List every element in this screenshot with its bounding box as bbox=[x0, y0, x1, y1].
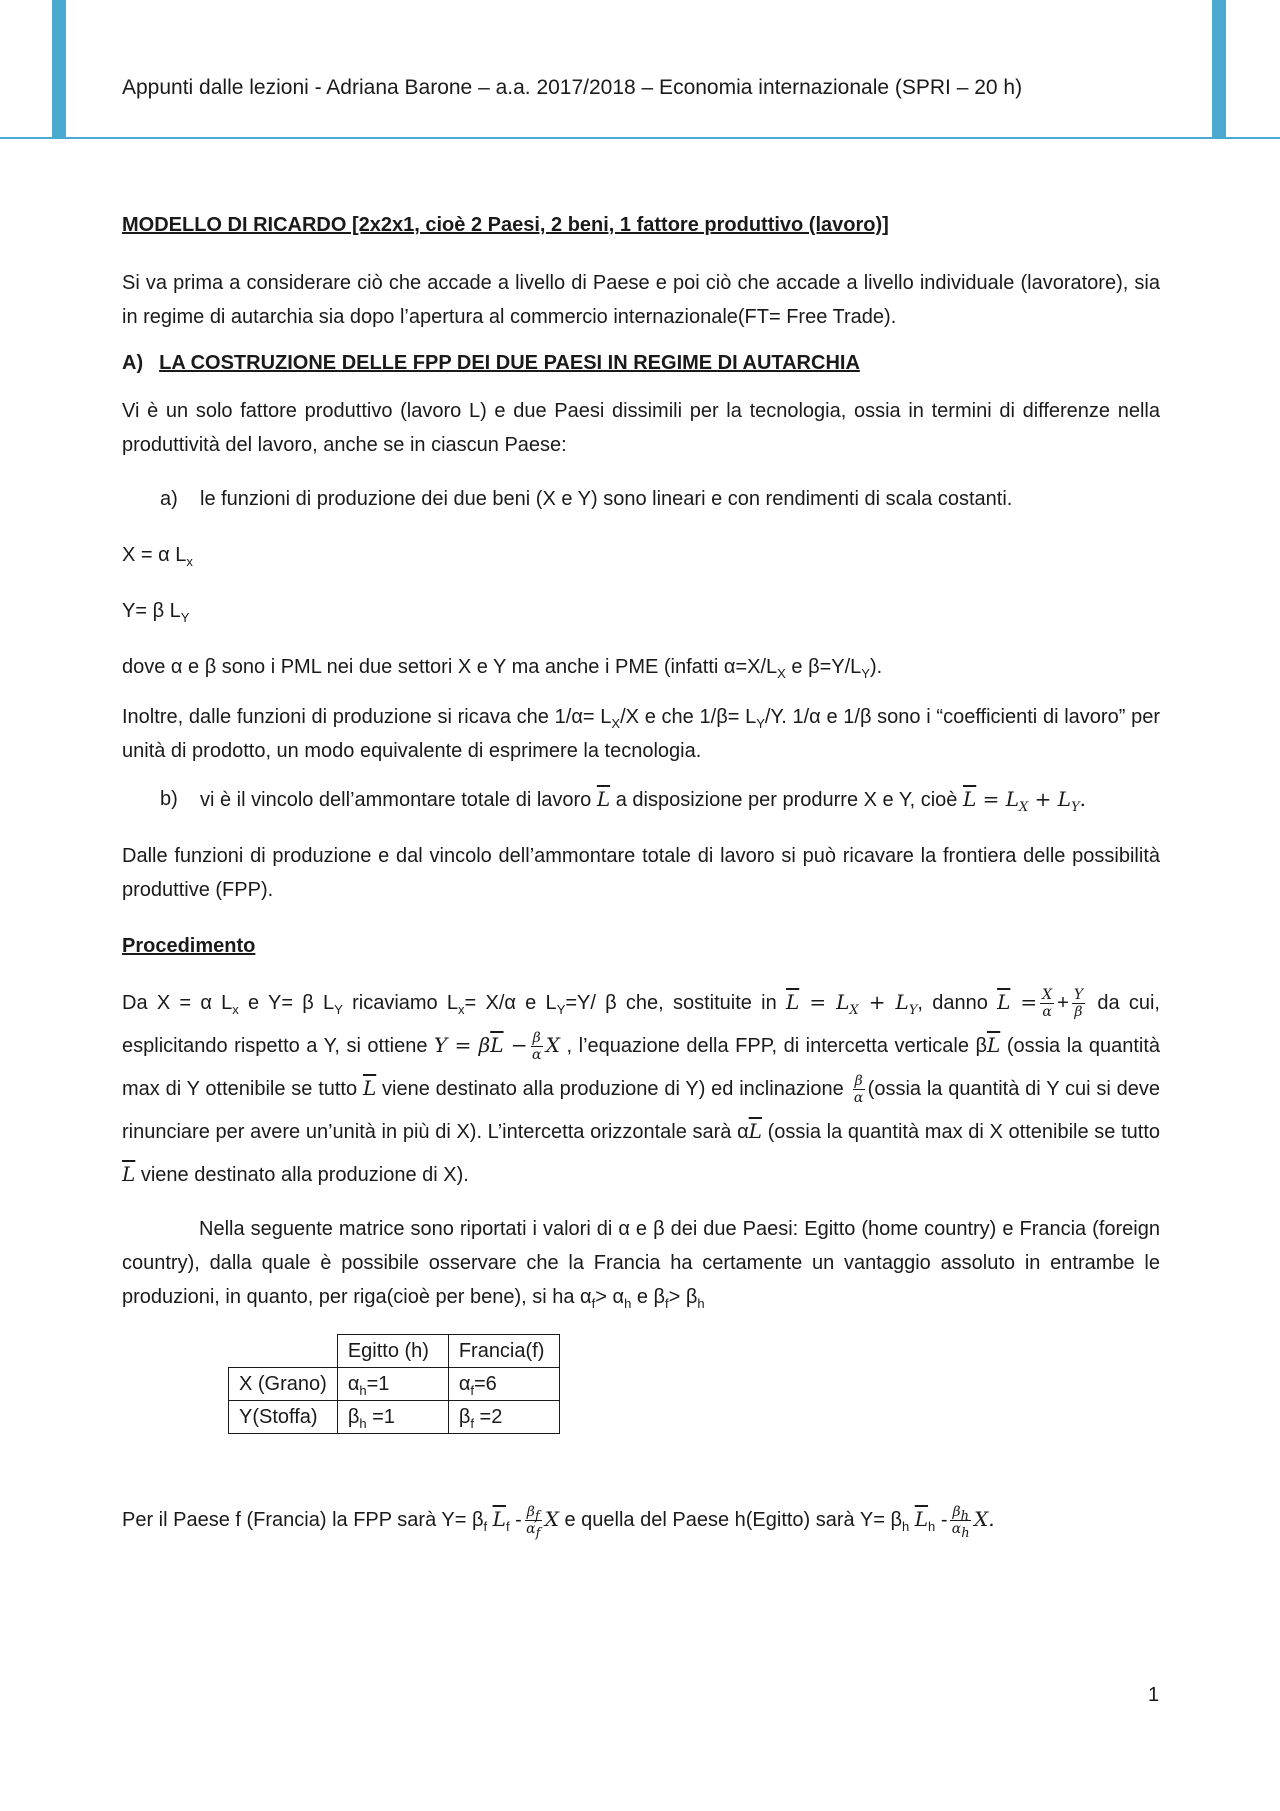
proc-text-9: , l’equazione della FPP, di intercetta verticale β bbox=[566, 1035, 987, 1057]
proc-text-7: da cui, bbox=[1097, 992, 1160, 1014]
intro-paragraph: Si va prima a considerare ciò che accade a livello di Paese e poi ciò che accade a livello individuale (lavoratore), sia in regime di autarchia sia dopo l’apertura al commercio internazionale(FT= Free Trade). bbox=[122, 272, 1160, 328]
fpp-paragraph: Dalle funzioni di produzione e dal vincolo dell’ammontare totale di lavoro si può ricavare la frontiera delle possibilità produttive (FPP). bbox=[122, 845, 1160, 901]
proc-text-13: (ossia la quantità max di X ottenibile se tutto bbox=[767, 1121, 1161, 1143]
list-item-a-label: a) bbox=[160, 488, 178, 510]
matrice-text-2: > α bbox=[595, 1286, 625, 1308]
proc-text-10: (ossia la quantità max di Y ottenibile se tutto bbox=[122, 1035, 1160, 1100]
list-item-a-text: le funzioni di produzione dei due beni (X e Y) sono lineari e con rendimenti di scala costanti. bbox=[200, 488, 1013, 510]
section-a-heading bbox=[122, 346, 1160, 380]
table-cell-label: Y(Stoffa) bbox=[229, 1401, 338, 1434]
labor-constraint-formula: $\overline{L} = L_X + L_Y$. bbox=[962, 787, 1087, 815]
proc-text-8: esplicitando rispetto a Y, si ottiene bbox=[122, 1035, 428, 1057]
section-a-title: LA COSTRUZIONE DELLE FPP DEI DUE PAESI IN REGIME DI AUTARCHIA bbox=[159, 352, 860, 374]
inoltre-text-2: /X e che 1/β= L bbox=[620, 706, 757, 728]
list-item-b-text bbox=[200, 782, 1086, 817]
proc-text-3: ricaviamo L bbox=[352, 992, 459, 1014]
document-title: MODELLO DI RICARDO [2x2x1, cioè 2 Paesi, 2 beni, 1 fattore produttivo (lavoro)] bbox=[122, 214, 889, 236]
list-item-b bbox=[160, 782, 1160, 817]
list-item-b-label: b) bbox=[160, 788, 178, 810]
header-rule bbox=[0, 137, 1280, 139]
equation-y-sub: Y bbox=[180, 610, 190, 625]
table-cell: $\alpha_f=6$ bbox=[448, 1368, 559, 1401]
productivity-matrix bbox=[228, 1334, 560, 1434]
equation-x-sub: x bbox=[186, 554, 193, 569]
labor-fraction-formula: $\overline{L}$ = bbox=[997, 990, 1038, 1014]
list-item-b-text-2: a disposizione per produrre X e Y, cioè bbox=[615, 789, 958, 811]
slope-fraction: $\frac{\beta}{\alpha}$ bbox=[853, 1073, 864, 1107]
x-over-alpha-fraction: $\frac{X}{\alpha}$ bbox=[1042, 987, 1053, 1021]
proc-text-11: viene destinato alla produzione di Y) ed inclinazione bbox=[382, 1078, 844, 1100]
list-item-a bbox=[160, 482, 1160, 516]
matrice-text-4: > β bbox=[668, 1286, 698, 1308]
labor-total-symbol: $\overline{L}$ bbox=[596, 787, 611, 811]
dove-text-3: ). bbox=[869, 656, 883, 678]
y-over-beta-fraction: $\frac{Y}{\beta}$ bbox=[1073, 987, 1084, 1021]
table-cell-label: X (Grano) bbox=[229, 1368, 338, 1401]
table-row bbox=[229, 1368, 560, 1401]
header-left-bar bbox=[52, 0, 66, 137]
page-number: 1 bbox=[1148, 1684, 1160, 1706]
matrice-text-3: e β bbox=[636, 1286, 666, 1308]
dove-text-2: e β=Y/L bbox=[791, 656, 862, 678]
equation-x-lhs: X = α L bbox=[122, 544, 187, 566]
proc-text-6: , danno bbox=[917, 992, 988, 1014]
table-cell: $\alpha_h=1$ bbox=[337, 1368, 448, 1401]
inoltre-text-3: /Y. 1/α e 1/β sono i “coefficienti di lavoro” per unità di prodotto, un modo equivalente di esprimere la tecnologia. bbox=[122, 706, 1160, 762]
beta-f-over-alpha-f-fraction: $\frac{\beta_f}{\alpha_f}$ bbox=[526, 1504, 541, 1542]
fpp-equation: $Y = \beta\overline{L}$ − bbox=[434, 1033, 528, 1057]
dove-text: dove α e β sono i PML nei due settori X e Y ma anche i PME (infatti α=X/L bbox=[122, 656, 778, 678]
dove-paragraph: dove α e β sono i PML nei due settori X e Y ma anche i PME (infatti $\alpha=X/L_X$ e $\beta=Y/L_Y$). bbox=[122, 656, 883, 681]
list-item-b-text-1: vi è il vincolo dell’ammontare totale di lavoro bbox=[200, 789, 592, 811]
equation-y-lhs: Y= β L bbox=[122, 600, 181, 622]
proc-text-5: =Y/ β che, sostituite in bbox=[565, 992, 777, 1014]
section-a-label: A) bbox=[122, 352, 144, 374]
proc-text-2: e Y= β L bbox=[248, 992, 335, 1014]
proc-text-4: = X/α e L bbox=[464, 992, 557, 1014]
table-cell: $\beta_f =2$ bbox=[448, 1401, 559, 1434]
final-text-1: Per il Paese f (Francia) la FPP sarà Y= β bbox=[122, 1509, 484, 1531]
equation-y bbox=[122, 594, 1160, 628]
matrice-paragraph: Nella seguente matrice sono riportati i valori di α e β dei due Paesi: Egitto (home country) e Francia (foreign country), dalla quale è possibile osservare che la Francia ha certamente un vantaggio assoluto in entrambe le produzioni, in quanto, per riga(cioè per bene), si ha $\alpha_f> \alpha_h$ e $\beta_f> \beta_h$ bbox=[122, 1218, 1160, 1311]
table-header-empty bbox=[229, 1335, 338, 1368]
inoltre-paragraph: Inoltre, dalle funzioni di produzione si ricava che $1/\alpha= L_X/X$ e che $1/\beta= L_Y/Y$. 1/α e 1/β sono i “coefficienti di lavoro” per unità di prodotto, un modo equivalente di esprimere la tecnologia. bbox=[122, 706, 1160, 762]
table-header-francia: Francia(f) bbox=[448, 1335, 559, 1368]
final-text-2: e quella del Paese h(Egitto) sarà Y= β bbox=[564, 1509, 902, 1531]
table-row bbox=[229, 1401, 560, 1434]
document-body bbox=[122, 208, 1161, 1542]
inoltre-text-1: Inoltre, dalle funzioni di produzione si ricava che 1/α= L bbox=[122, 706, 612, 728]
equation-x bbox=[122, 538, 1160, 572]
matrice-text-1: Nella seguente matrice sono riportati i valori di α e β dei due Paesi: Egitto (home country) e Francia (foreign country), dalla quale è possibile osservare che la Francia ha certamente un vantaggio assoluto in entrambe le produzioni, in quanto, per riga(cioè per bene), si ha α bbox=[122, 1218, 1160, 1308]
beta-over-alpha-fraction: $\frac{\beta}{\alpha}$ bbox=[531, 1030, 542, 1064]
beta-h-over-alpha-h-fraction: $\frac{\beta_h}{\alpha_h}$ bbox=[951, 1504, 970, 1542]
proc-text-14: viene destinato alla produzione di X). bbox=[140, 1164, 469, 1186]
labor-sum-formula: $\overline{L} = L_X + L_Y$ bbox=[785, 990, 918, 1018]
proc-text-12: (ossia la quantità di Y cui si deve rinunciare per avere un’unità in più di X). L’intercetta orizzontale sarà α bbox=[122, 1078, 1160, 1143]
table-header-egitto: Egitto (h) bbox=[337, 1335, 448, 1368]
running-header: Appunti dalle lezioni - Adriana Barone – a.a. 2017/2018 – Economia internazionale (SPRI – 20 h) bbox=[122, 76, 1023, 99]
procedimento-paragraph: Da X = α $L_x$ e Y= β $L_Y$ ricaviamo $L_x= X/\alpha$ e $L_Y=Y/$ β che, sostituite in $\overline{L} = L_X + L_Y$, danno $\overline{L}$ = $\frac{X}{\alpha}$ + $\frac{Y}{\beta}$ da cui, esplicitando rispetto a Y, si ottiene $Y = \beta\overline{L}$ − $\frac{\beta}{\alpha}$ X , l’equazione della FPP, di intercetta verticale $\beta\overline{L}$ (ossia la quantità max di Y ottenibile se tutto $\overline{L}$ viene destinato alla produzione di Y) ed inclinazione $\frac{\beta}{\alpha}$ (ossia la quantità di Y cui si deve rinunciare per avere un’unità in più di X). L’intercetta orizzontale sarà $\alpha\overline{L}$ (ossia la quantità max di X ottenibile se tutto $\overline{L}$ viene destinato alla produzione di X). bbox=[122, 987, 1161, 1186]
header-right-bar bbox=[1212, 0, 1226, 137]
proc-text-1: Da X = α L bbox=[122, 992, 233, 1014]
table-header-row bbox=[229, 1335, 560, 1368]
procedimento-heading: Procedimento bbox=[122, 935, 256, 957]
table-cell: $\beta_h =1$ bbox=[337, 1401, 448, 1434]
factor-paragraph: Vi è un solo fattore produttivo (lavoro L) e due Paesi dissimili per la tecnologia, ossia in termini di differenze nella produttività del lavoro, anche se in ciascun Paese: bbox=[122, 400, 1160, 456]
final-paragraph: Per il Paese f (Francia) la FPP sarà $Y= \beta_f$ $\overline{L}_f$ - $\frac{\beta_f}{\alpha_f}$ X e quella del Paese h(Egitto) sarà $Y= \beta_h$ $\overline{L}_h$ - $\frac{\beta_h}{\alpha_h}$ X. bbox=[122, 1504, 995, 1542]
